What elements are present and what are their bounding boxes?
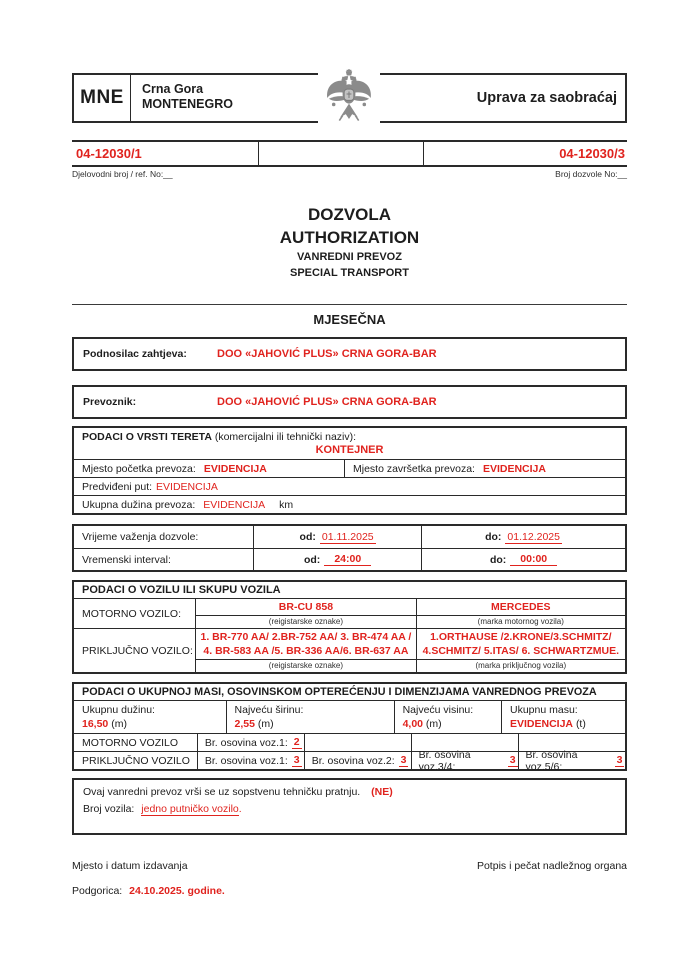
subtitle-vanredni-prevoz: VANREDNI PREVOZ [297, 251, 402, 263]
trailer-axle34-cell [411, 748, 518, 773]
trailer-axle1-value: 3 [293, 754, 300, 766]
total-length-unit: (m) [111, 718, 127, 730]
trailer-axle34-value: 3 [509, 754, 516, 766]
total-mass-unit: (t) [575, 718, 586, 730]
horizontal-rule [72, 304, 627, 305]
total-mass-value: EVIDENCIJA [510, 718, 574, 730]
trailer-axle56-label: Br. osovina voz.5/6: [525, 748, 578, 773]
permit-number-caption: Broj dozvole No:__ [555, 169, 627, 179]
cargo-distance-value: EVIDENCIJA [203, 498, 266, 511]
authorization-document [72, 73, 627, 897]
applicant-section [72, 337, 627, 371]
reference-number-row [72, 140, 627, 167]
carrier-label: Prevoznik: [83, 396, 137, 408]
interval-from-cell [253, 549, 421, 570]
document-header [72, 73, 627, 123]
ref-number-left: 04-12030/1 [76, 146, 142, 161]
ref-number-middle-empty [258, 142, 425, 165]
cargo-title-rest: (komercijalni ili tehnički naziv): [211, 431, 357, 443]
vehicle-count-label: Broj vozila: [83, 803, 135, 815]
country-name-local: Crna Gora [142, 82, 204, 96]
issue-place-date-label: Mjesto i datum izdavanja [72, 860, 188, 872]
max-width-cell [226, 701, 394, 733]
carrier-section [72, 385, 627, 419]
vehicle-count-suffix: . [238, 803, 242, 815]
trailer-plates-line1: 1. BR-770 AA/ 2.BR-752 AA/ 3. BR-474 AA / [200, 631, 412, 643]
dimensions-row [74, 701, 625, 733]
cargo-end-label: Mjesto završetka prevoza: [352, 462, 475, 475]
vehicles-section [72, 580, 627, 674]
trailer-axle2-label: Br. osovina voz.2: [311, 754, 395, 767]
vehicle-count-value: jedno putničko vozilo [141, 803, 239, 815]
trailer-axle56-value: 3 [616, 754, 623, 766]
issuing-agency: Uprava za saobraćaj [476, 90, 617, 106]
trailer-plates-line2: 4. BR-583 AA /5. BR-336 AA/6. BR-637 AA [203, 645, 409, 657]
country-name [131, 75, 233, 121]
document-title [72, 203, 627, 281]
do-label: do: [489, 553, 507, 566]
escort-line1 [83, 784, 616, 801]
cargo-route-label: Predviđeni put: [82, 480, 153, 493]
trailer-axle1-label: Br. osovina voz.1: [204, 754, 288, 767]
motor-axle1-cell [197, 734, 304, 751]
montenegro-coat-of-arms-icon [318, 66, 380, 130]
trailer-axles-row [74, 748, 625, 773]
motor-vehicle-row [74, 598, 625, 628]
vehicles-title: PODACI O VOZILU ILI SKUPU VOZILA [82, 584, 281, 596]
motor-brand-column [416, 599, 625, 628]
trailer-axle1-cell [197, 752, 304, 769]
valid-from-cell [253, 526, 421, 548]
valid-from-value: 01.11.2025 [321, 530, 374, 543]
issue-date: 24.10.2025. godine. [129, 885, 225, 897]
issue-place: Podgorica: [72, 885, 123, 897]
permit-number-right: 04-12030/3 [559, 146, 625, 161]
motor-axles-row-label: MOTORNO VOZILO [82, 736, 179, 749]
motor-brand-value: MERCEDES [491, 601, 551, 613]
cargo-title [82, 431, 617, 443]
validity-interval-label: Vremenski interval: [82, 553, 171, 566]
trailer-plates-caption: (reigistarske oznake) [196, 659, 415, 672]
total-mass-label: Ukupnu masu: [510, 704, 578, 716]
max-height-value: 4,00 [402, 718, 423, 730]
cargo-name: KONTEJNER [315, 444, 384, 456]
total-length-cell [74, 701, 226, 733]
total-mass-cell [501, 701, 625, 733]
trailer-axle2-value: 3 [400, 754, 407, 766]
applicant-label: Podnosilac zahtjeva: [83, 348, 187, 360]
cargo-end-cell [344, 460, 625, 477]
motor-axle1-value: 2 [293, 736, 300, 748]
title-dozvola: DOZVOLA [307, 205, 392, 224]
escort-line2 [83, 801, 616, 818]
cargo-distance-label: Ukupna dužina prevoza: [82, 498, 196, 511]
od-label: od: [303, 553, 321, 566]
max-width-label: Najveću širinu: [234, 704, 304, 716]
cargo-route-value: EVIDENCIJA [156, 480, 218, 493]
trailer-brands-value [417, 629, 625, 659]
max-height-label: Najveću visinu: [402, 704, 474, 716]
cargo-start-cell [74, 460, 344, 477]
permit-period: MJESEČNA [313, 312, 386, 327]
trailer-brands-line1: 1.ORTHAUSE /2.KRONE/3.SCHMITZ/ [430, 631, 612, 643]
trailer-plates-column [195, 629, 415, 672]
cargo-start-value: EVIDENCIJA [203, 462, 267, 475]
validity-interval-row [74, 548, 625, 570]
motor-plate-value: BR-CU 858 [278, 601, 334, 613]
trailer-brands-caption: (marka priključnog vozila) [417, 659, 625, 672]
footer-labels [72, 860, 627, 872]
max-width-value: 2,55 [234, 718, 255, 730]
max-height-cell [394, 701, 501, 733]
mass-dimensions-title: PODACI O UKUPNOJ MASI, OSOVINSKOM OPTEREĆENJU I DIMENZIJAMA VANREDNOG PREVOZA [74, 684, 625, 701]
reference-captions [72, 169, 627, 179]
motor-brand-caption: (marka motornog vozila) [417, 615, 625, 628]
escort-section [72, 778, 627, 835]
interval-to-cell [421, 549, 625, 570]
ref-number-caption: Djelovodni broj / ref. No:__ [72, 169, 173, 179]
validity-section [72, 524, 627, 572]
max-width-unit: (m) [257, 718, 274, 730]
trailer-vehicle-row [74, 628, 625, 672]
carrier-value: DOO «JAHOVIĆ PLUS» CRNA GORA-BAR [217, 396, 437, 408]
trailer-plates-value [196, 629, 415, 659]
trailer-axle56-cell [518, 748, 625, 773]
trailer-axles-row-label: PRIKLJUČNO VOZILO [82, 754, 190, 767]
motor-axle1-label: Br. osovina voz.1: [204, 736, 288, 749]
interval-to-value: 00:00 [510, 553, 557, 566]
max-height-unit: (m) [425, 718, 442, 730]
trailer-brands-line2: 4.SCHMITZ/ 5.ITAS/ 6. SCHWARTZMUE. [422, 645, 619, 657]
validity-dates-row [74, 526, 625, 548]
cargo-route-row [74, 478, 625, 496]
motor-plate-column [195, 599, 415, 628]
cargo-end-value: EVIDENCIJA [482, 462, 546, 475]
subtitle-special-transport: SPECIAL TRANSPORT [290, 267, 409, 279]
total-length-value: 16,50 [82, 718, 109, 730]
applicant-value: DOO «JAHOVIĆ PLUS» CRNA GORA-BAR [217, 348, 437, 360]
od-label: od: [299, 531, 316, 543]
interval-from-value: 24:00 [324, 553, 371, 566]
cargo-places-row [74, 460, 625, 478]
signature-stamp-label: Potpis i pečat nadležnog organa [476, 860, 627, 872]
issue-place-date [72, 885, 627, 897]
cargo-distance-unit: km [279, 498, 294, 511]
country-code: MNE [74, 75, 131, 121]
cargo-distance-row [74, 496, 625, 513]
title-authorization: AUTHORIZATION [279, 228, 420, 247]
trailer-vehicle-label: PRIKLJUČNO VOZILO: [82, 644, 193, 657]
escort-answer: (NE) [371, 786, 393, 798]
trailer-axle2-cell [304, 752, 411, 769]
cargo-distance-cell [74, 496, 625, 513]
cargo-start-label: Mjesto početka prevoza: [82, 462, 196, 475]
cargo-title-bold: PODACI O VRSTI TERETA [82, 431, 212, 443]
validity-dates-label: Vrijeme važenja dozvole: [82, 531, 199, 543]
trailer-brands-column [416, 629, 625, 672]
country-name-english: MONTENEGRO [142, 97, 233, 111]
valid-to-cell [421, 526, 625, 548]
escort-statement: Ovaj vanredni prevoz vrši se uz sopstvenu tehničku pratnju. [83, 786, 361, 798]
motor-plate-caption: (reigistarske oznake) [196, 615, 415, 628]
total-length-label: Ukupnu dužinu: [82, 704, 155, 716]
cargo-section [72, 426, 627, 515]
trailer-axle34-label: Br. osovina voz.3/4: [418, 748, 471, 773]
valid-to-value: 01.12.2025 [507, 530, 560, 543]
do-label: do: [485, 531, 502, 543]
cargo-title-row [74, 428, 625, 460]
mass-dimensions-section [72, 682, 627, 771]
motor-vehicle-label: MOTORNO VOZILO: [82, 607, 181, 620]
cargo-route-cell [74, 478, 625, 495]
motor-axle2-cell-empty [304, 734, 411, 751]
